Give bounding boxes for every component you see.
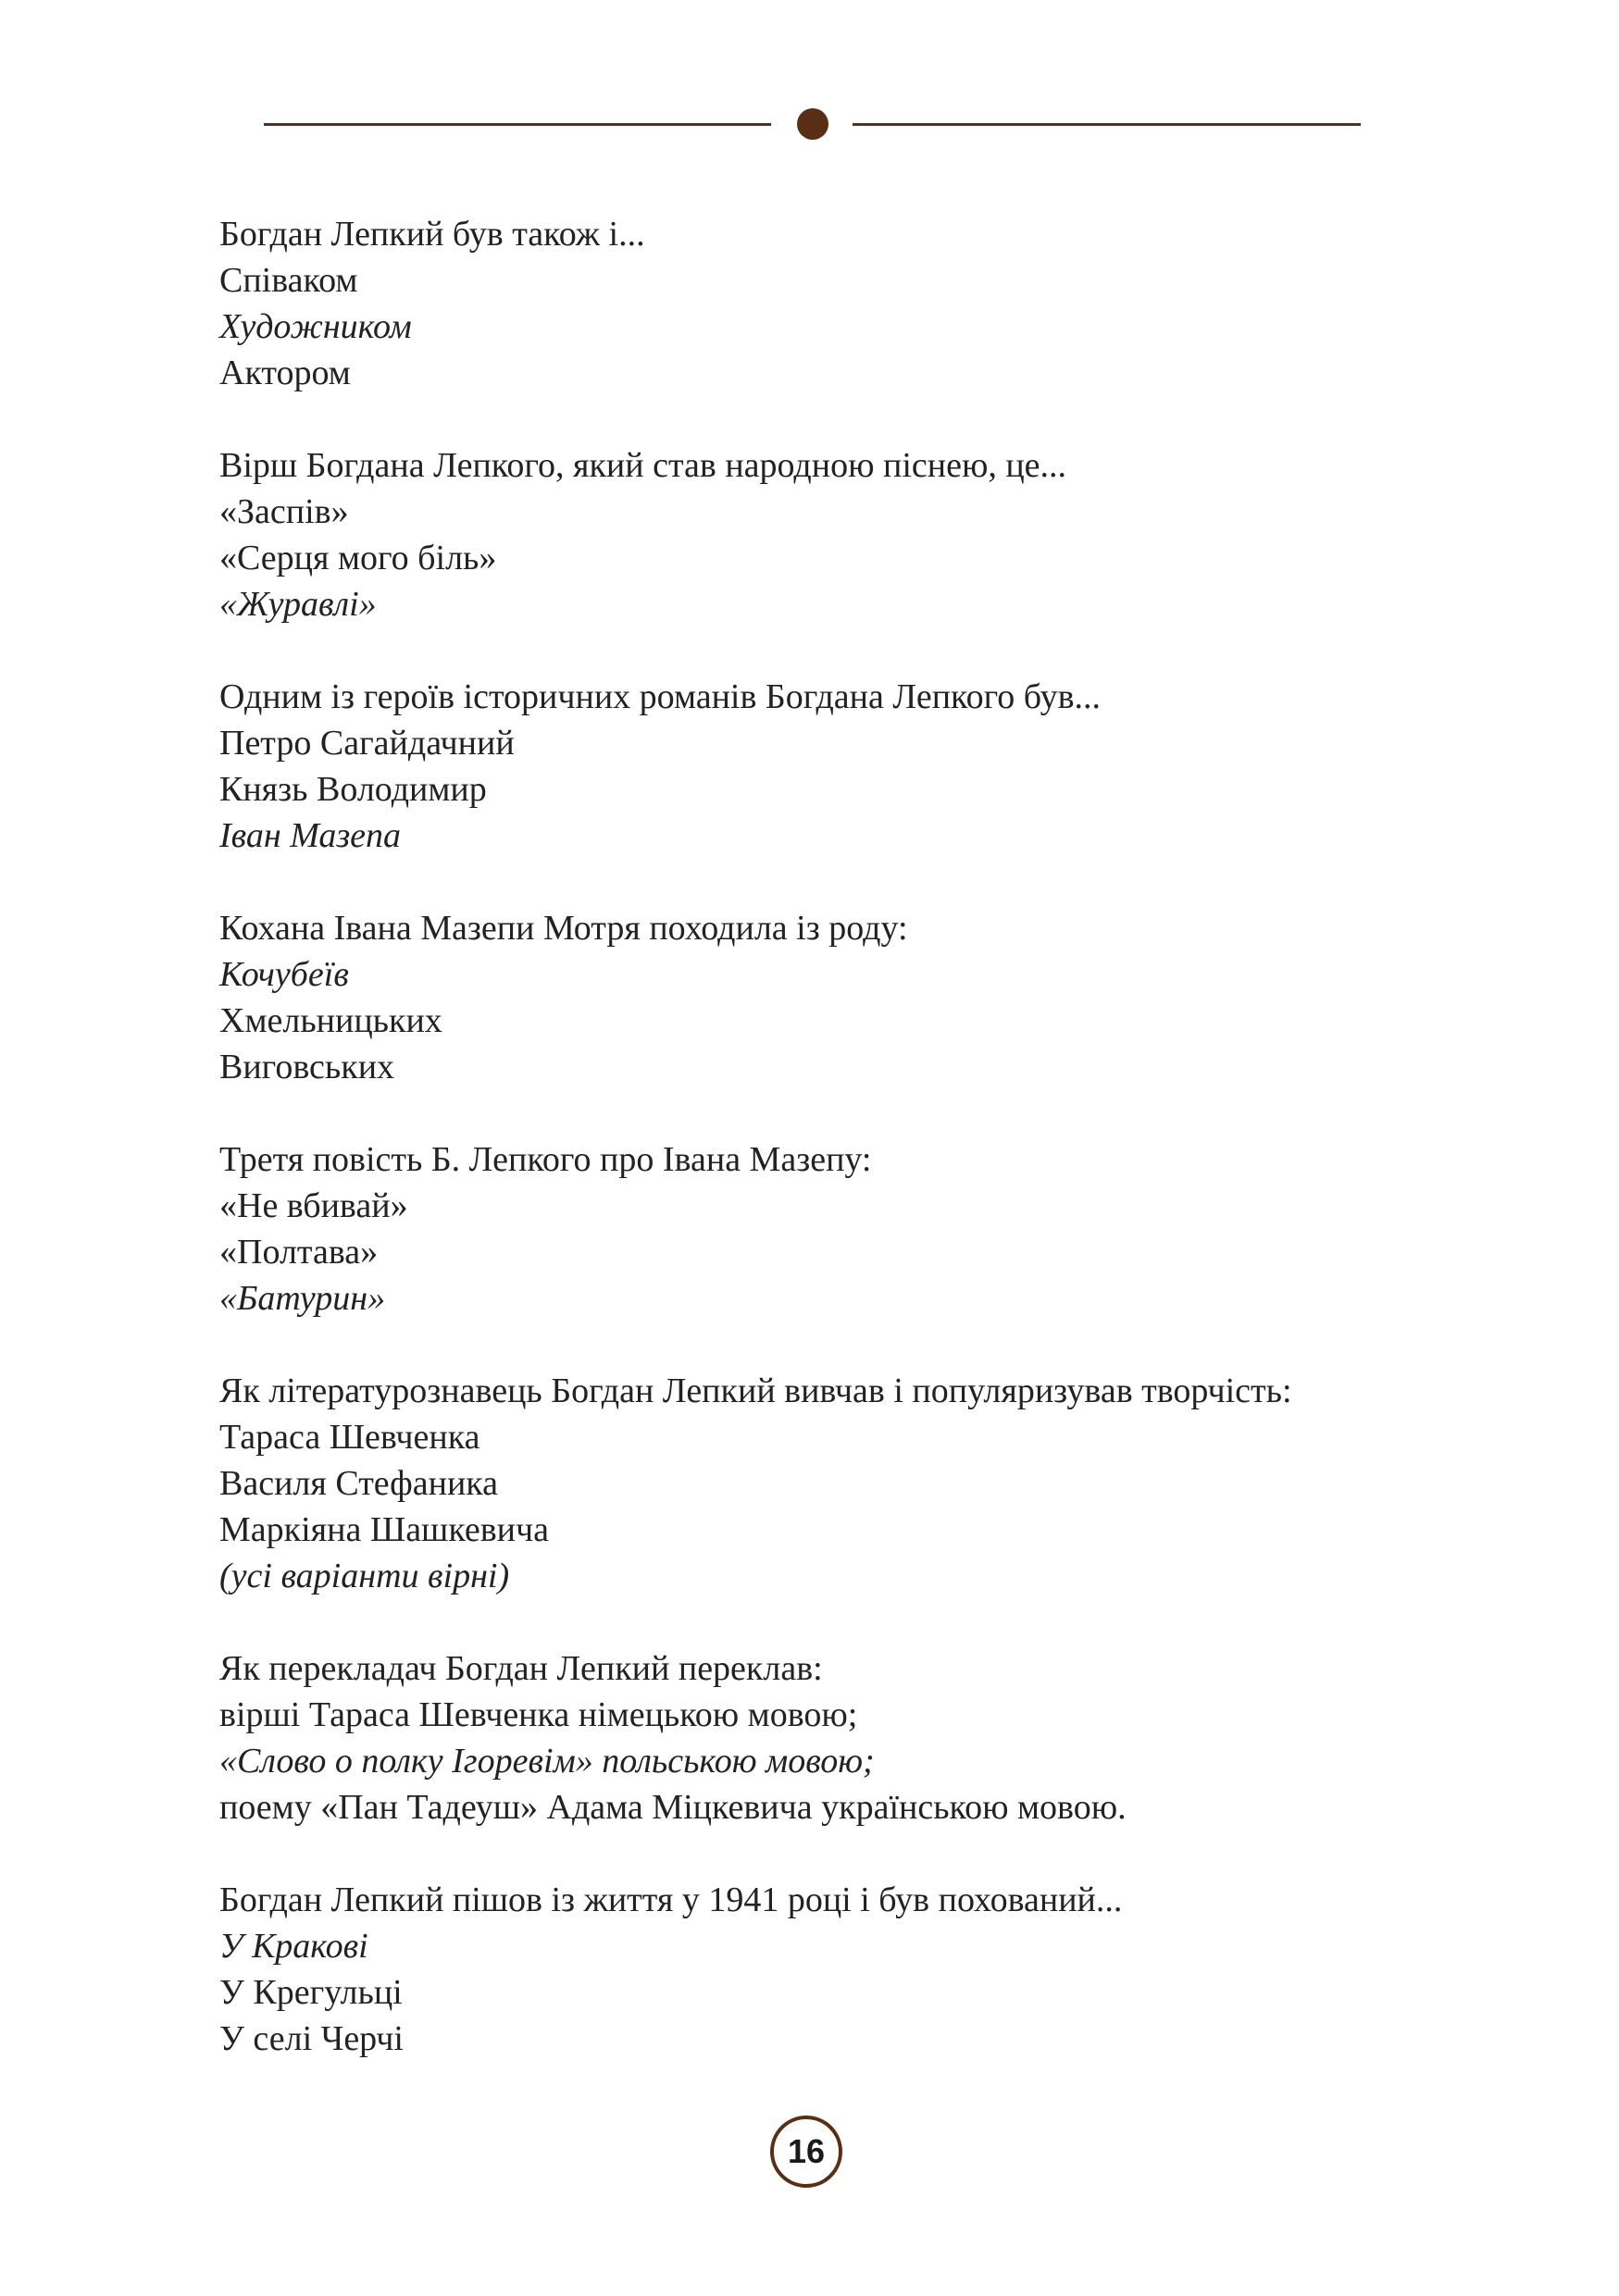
question-prompt: Як літературознавець Богдан Лепкий вивчав і популяризував творчість: — [219, 1371, 1292, 1410]
answer-option: Петро Сагайдачний — [219, 724, 515, 763]
answer-option: Князь Володимир — [219, 770, 487, 809]
answer-option: «Серця мого біль» — [219, 539, 497, 577]
answer-option: У селі Черчі — [219, 2019, 404, 2058]
answer-option: «Заспів» — [219, 492, 349, 531]
answer-option: Виговських — [219, 1048, 395, 1086]
answer-option-correct: Іван Мазепа — [219, 816, 402, 855]
question-prompt: Богдан Лепкий пішов із життя у 1941 році і був похований... — [219, 1880, 1123, 1919]
page-number: 16 — [770, 2116, 842, 2188]
answer-option: Актором — [219, 354, 351, 392]
answer-option-correct: «Батурин» — [219, 1279, 386, 1318]
answer-option: Хмельницьких — [219, 1001, 442, 1040]
answer-option-correct: «Слово о полку Ігоревім» польською мовою; — [219, 1742, 875, 1781]
ornament-line-right — [853, 123, 1361, 126]
question-prompt: Вірш Богдана Лепкого, який став народною піснею, це... — [219, 446, 1067, 485]
answer-option-correct: «Журавлі» — [219, 585, 377, 624]
answer-option: Тараса Шевченка — [219, 1418, 480, 1457]
ornament-dot — [797, 108, 828, 140]
answer-option: «Полтава» — [219, 1233, 379, 1272]
question-block-2 — [219, 442, 1423, 627]
question-block-1 — [219, 211, 1423, 396]
answer-option: вірші Тараса Шевченка німецькою мовою; — [219, 1695, 858, 1734]
question-prompt: Як перекладач Богдан Лепкий переклав: — [219, 1649, 823, 1688]
ornament-line-left — [264, 123, 771, 126]
answer-option-correct: Художником — [219, 307, 412, 346]
answer-option: Співаком — [219, 261, 358, 300]
header-ornament — [264, 106, 1361, 143]
question-block-4 — [219, 905, 1423, 1090]
question-prompt: Одним із героїв історичних романів Богдана Лепкого був... — [219, 677, 1102, 716]
question-block-8 — [219, 1877, 1423, 2062]
answer-option: Василя Стефаника — [219, 1464, 499, 1503]
answer-option: У Крегульці — [219, 1973, 403, 2012]
answer-option-correct: Кочубеїв — [219, 955, 349, 994]
answer-option-correct: (усі варіанти вірні) — [219, 1557, 510, 1595]
question-prompt: Третя повість Б. Лепкого про Івана Мазепу: — [219, 1140, 872, 1179]
question-prompt: Кохана Івана Мазепи Мотря походила із роду: — [219, 909, 908, 948]
question-block-5 — [219, 1136, 1423, 1322]
question-block-3 — [219, 674, 1423, 859]
question-block-7 — [219, 1645, 1423, 1831]
answer-option: «Не вбивай» — [219, 1186, 408, 1225]
answer-option: поему «Пан Тадеуш» Адама Міцкевича українською мовою. — [219, 1788, 1127, 1827]
answer-option-correct: У Кракові — [219, 1927, 368, 1966]
question-block-6 — [219, 1368, 1423, 1599]
quiz-content — [219, 211, 1423, 2108]
answer-option: Маркіяна Шашкевича — [219, 1510, 549, 1549]
question-prompt: Богдан Лепкий був також і... — [219, 215, 645, 254]
